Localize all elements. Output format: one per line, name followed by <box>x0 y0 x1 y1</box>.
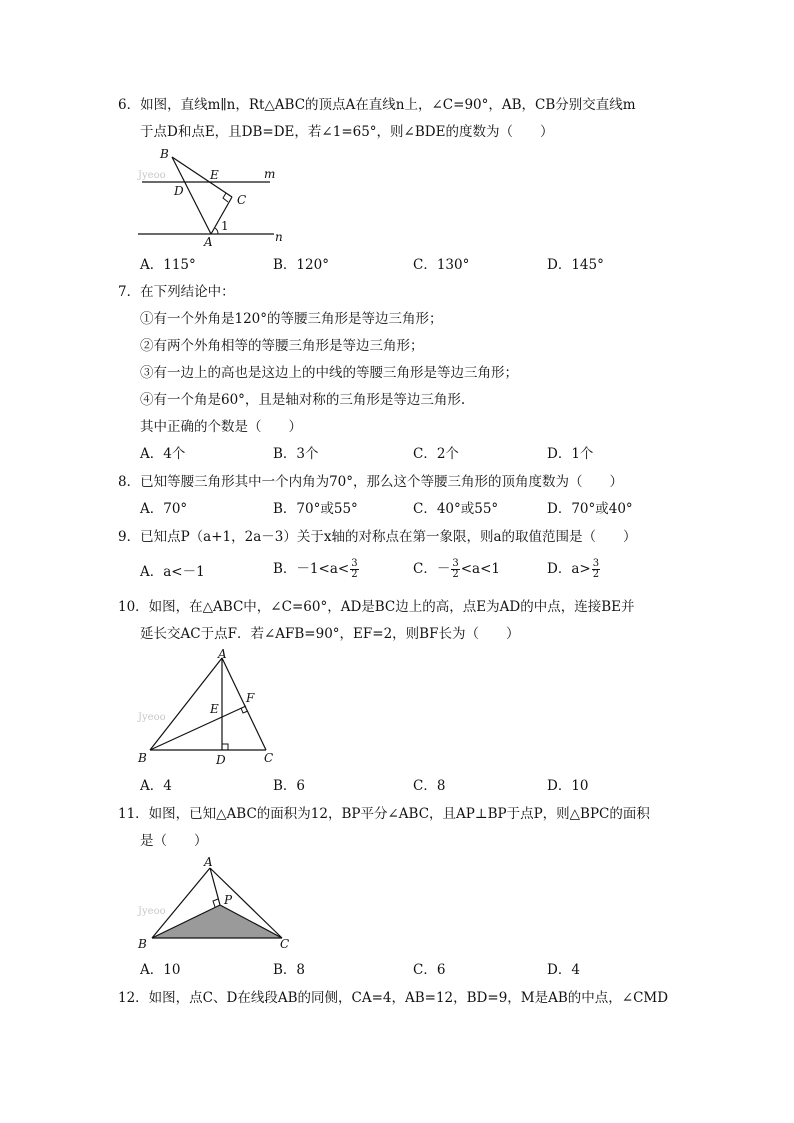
q11-stem-line1: 11．如图，已知△ABC的面积为12，BP平分∠ABC，且AP⊥BP于点P，则△BPC的面积 <box>118 806 650 822</box>
q11-option-b[interactable]: B．8 <box>273 962 306 978</box>
q10-label-C: C <box>264 751 274 765</box>
q10-stem-line1: 10．如图，在△ABC中，∠C=60°，AD是BC边上的高，点E为AD的中点，连接BE并 <box>118 599 635 615</box>
q10-figure <box>132 646 282 770</box>
q11-figure <box>132 852 302 954</box>
q7-item-1: ①有一个外角是120°的等腰三角形是等边三角形； <box>140 311 443 327</box>
q6-label-C: C <box>237 193 247 207</box>
q7-option-a[interactable]: A．4个 <box>140 446 186 462</box>
q11-option-a[interactable]: A．10 <box>140 962 181 978</box>
q7-options <box>140 445 660 463</box>
q10-option-b[interactable]: B．6 <box>273 778 306 794</box>
q10-label-F: F <box>246 691 255 705</box>
q8-option-a[interactable]: A．70° <box>140 501 188 517</box>
q9-options <box>140 559 660 585</box>
q11-options <box>140 961 660 979</box>
q9-option-c-suffix: <a<1 <box>460 561 500 577</box>
q9-option-c[interactable] <box>413 559 500 580</box>
q7-option-c[interactable]: C．2个 <box>413 446 459 462</box>
q11-label-P: P <box>224 893 233 907</box>
q10-label-D: D <box>216 753 226 767</box>
q6-label-n: n <box>275 230 283 244</box>
q9-option-a[interactable]: A．a<－1 <box>140 564 205 580</box>
q6-label-angle1: 1 <box>221 219 229 233</box>
q6-option-d[interactable]: D．145° <box>547 257 604 273</box>
q8-option-c[interactable]: C．40°或55° <box>413 501 499 517</box>
q6-option-a[interactable]: A．115° <box>140 257 196 273</box>
q6-label-D: D <box>174 184 184 198</box>
q9-option-b-fraction <box>350 559 358 580</box>
q6-option-c[interactable]: C．130° <box>413 257 470 273</box>
q9-option-d-fraction <box>592 559 600 580</box>
q9-option-c-fraction <box>451 559 459 580</box>
q11-watermark: Jyeoo <box>138 906 166 917</box>
q6-stem-line1: 6．如图，直线m∥n，Rt△ABC的顶点A在直线n上，∠C=90°，AB，CB分别交直线m <box>118 97 636 113</box>
q6-label-m: m <box>264 167 276 181</box>
q10-options <box>140 777 660 795</box>
q9-option-b[interactable] <box>273 559 360 580</box>
q7-option-b[interactable]: B．3个 <box>273 446 319 462</box>
q8-option-b[interactable]: B．70°或55° <box>273 501 358 517</box>
q11-option-c[interactable]: C．6 <box>413 962 446 978</box>
q6-label-A: A <box>204 235 213 248</box>
q6-options <box>140 256 660 274</box>
q6-watermark: Jyeoo <box>138 170 166 181</box>
q7-item-2: ②有两个外角相等的等腰三角形是等边三角形； <box>140 338 424 354</box>
q7-question: 其中正确的个数是（ ） <box>140 419 302 435</box>
q9-option-d-prefix: D．a> <box>547 561 591 577</box>
q9-stem: 9．已知点P（a+1，2a－3）关于x轴的对称点在第一象限，则a的取值范围是（ ） <box>118 529 637 545</box>
q6-stem-line2: 于点D和点E，且DB=DE，若∠1=65°，则∠BDE的度数为（ ） <box>140 124 554 140</box>
q9-option-b-prefix: B．－1<a< <box>273 561 350 577</box>
q8-option-d[interactable]: D．70°或40° <box>547 501 633 517</box>
q7-item-4: ④有一个角是60°，且是轴对称的三角形是等边三角形. <box>140 392 466 408</box>
q7-stem: 7．在下列结论中： <box>118 284 235 300</box>
q10-option-c[interactable]: C．8 <box>413 778 446 794</box>
q11-stem-line2: 是（ ） <box>140 833 208 849</box>
q10-label-E: E <box>210 702 219 716</box>
q10-stem-line2: 延长交AC于点F．若∠AFB=90°，EF=2，则BF长为（ ） <box>140 626 520 642</box>
q9-option-d[interactable] <box>547 559 601 580</box>
q10-option-d[interactable]: D．10 <box>547 778 589 794</box>
q9-option-c-denominator: 2 <box>452 569 459 580</box>
q12-stem-line1: 12．如图，点C、D在线段AB的同侧，CA=4，AB=12，BD=9，M是AB的中点，∠CMD <box>118 990 669 1006</box>
q11-label-A: A <box>204 855 213 869</box>
q9-option-b-numerator: 3 <box>351 558 358 569</box>
q10-label-A: A <box>218 647 227 661</box>
q11-option-d[interactable]: D．4 <box>547 962 580 978</box>
q6-figure <box>132 146 292 248</box>
q10-option-a[interactable]: A．4 <box>140 778 172 794</box>
q11-label-C: C <box>280 937 290 951</box>
q9-option-c-prefix: C．－ <box>413 561 451 577</box>
q10-label-B: B <box>138 751 147 765</box>
q8-stem: 8．已知等腰三角形其中一个内角为70°，那么这个等腰三角形的顶角度数为（ ） <box>118 474 624 490</box>
q7-item-3: ③有一边上的高也是这边上的中线的等腰三角形是等边三角形； <box>140 365 518 381</box>
q6-option-b[interactable]: B．120° <box>273 257 329 273</box>
q9-option-c-numerator: 3 <box>452 558 459 569</box>
q9-option-b-denominator: 2 <box>351 569 358 580</box>
q6-label-E: E <box>210 168 219 182</box>
q8-options <box>140 500 660 518</box>
q6-label-B: B <box>160 147 169 161</box>
q9-option-d-denominator: 2 <box>592 569 600 580</box>
q9-option-d-numerator: 3 <box>592 558 600 569</box>
q11-label-B: B <box>138 937 147 951</box>
q10-watermark: Jyeoo <box>138 712 166 723</box>
q7-option-d[interactable]: D．1个 <box>547 446 594 462</box>
